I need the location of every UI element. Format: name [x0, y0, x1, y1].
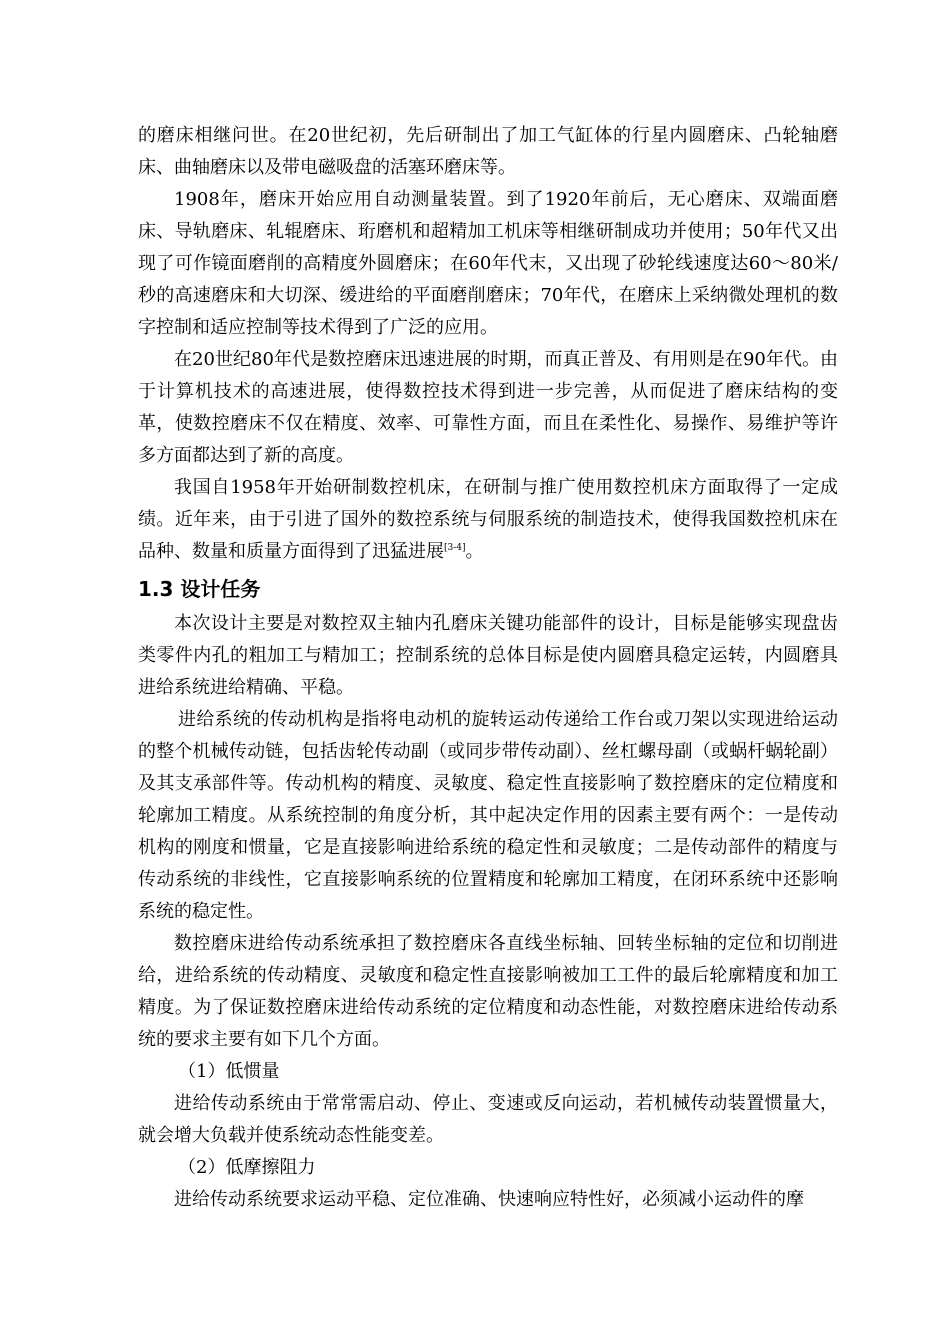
section-heading	[138, 572, 838, 606]
paragraph-text: 我国自1958年开始研制数控机床，在研制与推广使用数控机床方面取得了一定成绩。近年来，由于引进了国外的数控系统与伺服系统的制造技术，使得我国数控机床在品种、数量和质量方面得到了迅猛进展	[138, 477, 838, 562]
list-item-low-inertia: （1）低惯量	[178, 1061, 280, 1082]
section-number: 1.3	[138, 577, 174, 601]
paragraph-design-goal: 本次设计主要是对数控双主轴内孔磨床关键功能部件的设计，目标是能够实现盘齿类零件内孔的粗加工与精加工；控制系统的总体目标是使内圆磨具稳定运转，内圆磨具进给系统进给精确、平稳。	[138, 613, 838, 698]
paragraph-low-inertia: 进给传动系统由于常常需启动、停止、变速或反向运动，若机械传动装置惯量大，就会增大负载并使系统动态性能变差。	[138, 1093, 838, 1146]
citation-reference: [3-4]	[444, 543, 466, 553]
paragraph-feed-system: 数控磨床进给传动系统承担了数控磨床各直线坐标轴、回转坐标轴的定位和切削进给，进给系统的传动精度、灵敏度和稳定性直接影响被加工工件的最后轮廓精度和加工精度。为了保证数控磨床进给传动系统的定位精度和动态性能，对数控磨床进给传动系统的要求主要有如下几个方面。	[138, 933, 838, 1050]
paragraph-continuation: 的磨床相继问世。在20世纪初，先后研制出了加工气缸体的行星内圆磨床、凸轮轴磨床、曲轴磨床以及带电磁吸盘的活塞环磨床等。	[138, 125, 838, 178]
paragraph-china-development	[138, 472, 838, 568]
section-title: 设计任务	[180, 577, 261, 601]
paragraph-low-friction: 进给传动系统要求运动平稳、定位准确、快速响应特性好，必须减小运动件的摩	[174, 1189, 804, 1210]
paragraph-history-1908: 1908年，磨床开始应用自动测量装置。到了1920年前后，无心磨床、双端面磨床、导轨磨床、轧辊磨床、珩磨机和超精加工机床等相继研制成功并使用；50年代又出现了可作镜面磨削的高精度外圆磨床；在60年代末，又出现了砂轮线速度达60～80米/秒的高速磨床和大切深、缓进给的平面磨削磨床；70年代，在磨床上采纳微处理机的数字控制和适应控制等技术得到了广泛的应用。	[138, 189, 838, 338]
paragraph-history-1980s: 在20世纪80年代是数控磨床迅速进展的时期，而真正普及、有用则是在90年代。由于计算机技术的高速进展，使得数控技术得到进一步完善，从而促进了磨床结构的变革，使数控磨床不仅在精度、效率、可靠性方面，而且在柔性化、易操作、易维护等许多方面都达到了新的高度。	[138, 349, 838, 466]
paragraph-transmission-mechanism: 进给系统的传动机构是指将电动机的旋转运动传递给工作台或刀架以实现进给运动的整个机械传动链，包括齿轮传动副（或同步带传动副）、丝杠螺母副（或蜗杆蜗轮副）及其支承部件等。传动机构的精度、灵敏度、稳定性直接影响了数控磨床的定位精度和轮廓加工精度。从系统控制的角度分析，其中起决定作用的因素主要有两个：一是传动机构的刚度和惯量，它是直接影响进给系统的稳定性和灵敏度；二是传动部件的精度与传动系统的非线性，它直接影响系统的位置精度和轮廓加工精度，在闭环系统中还影响系统的稳定性。	[138, 709, 838, 922]
list-item-low-friction: （2）低摩擦阻力	[178, 1157, 316, 1178]
paragraph-end: 。	[465, 541, 484, 562]
document-body	[138, 120, 838, 1216]
